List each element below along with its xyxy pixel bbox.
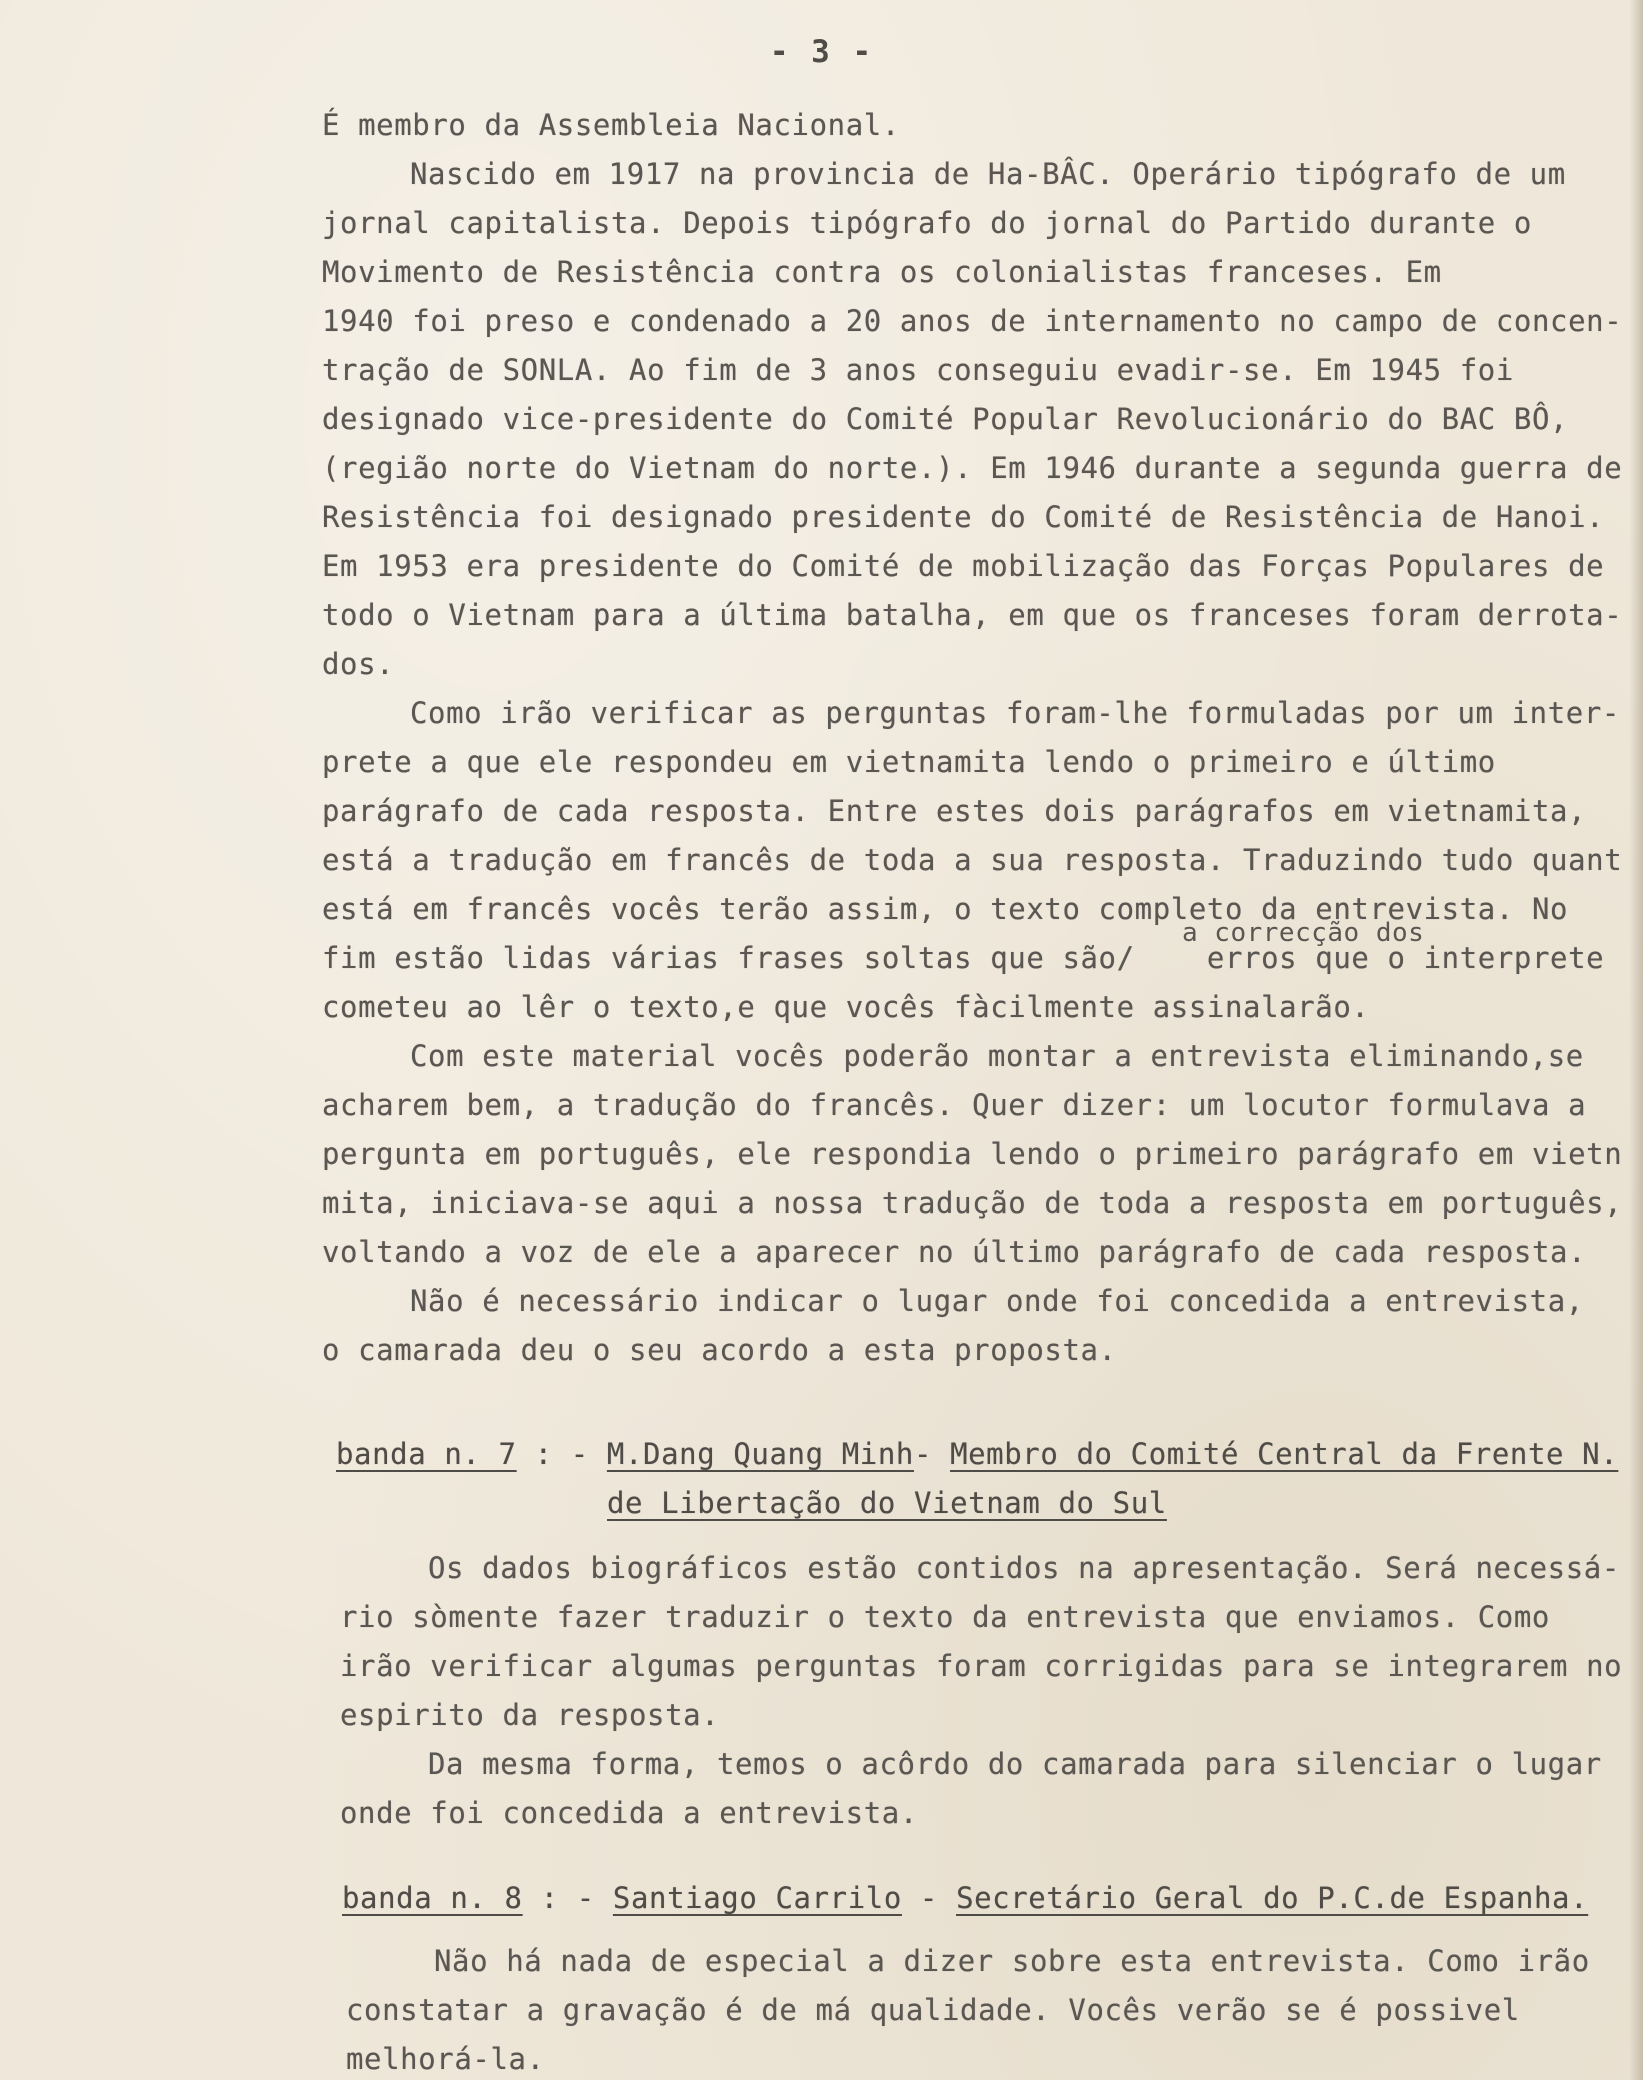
- text-line: tração de SONLA. Ao fim de 3 anos conseguiu evadir-se. Em 1945 foi: [322, 353, 1514, 387]
- text-line: Como irão verificar as perguntas foram-lhe formuladas por um inter-: [410, 696, 1620, 730]
- text-line: jornal capitalista. Depois tipógrafo do jornal do Partido durante o: [322, 206, 1532, 240]
- interlinear-insertion: a correcção dos: [1182, 918, 1425, 948]
- text-line: rio sòmente fazer traduzir o texto da entrevista que enviamos. Como: [340, 1600, 1550, 1634]
- text-line: constatar a gravação é de má qualidade. Vocês verão se é possivel: [346, 1993, 1520, 2027]
- band-7-role-line1: Membro do Comité Central da Frente N.: [950, 1437, 1619, 1471]
- text-line: onde foi concedida a entrevista.: [340, 1796, 918, 1830]
- text-line: está em francês vocês terão assim, o texto completo da entrevista. No: [322, 892, 1569, 926]
- text-line: acharem bem, a tradução do francês. Quer dizer: um locutor formulava a: [322, 1088, 1587, 1122]
- text-line: Da mesma forma, temos o acôrdo do camarada para silenciar o lugar: [428, 1747, 1602, 1781]
- text-line: Nascido em 1917 na provincia de Ha-BÂC. Operário tipógrafo de um: [410, 157, 1566, 191]
- band-8-role: Secretário Geral do P.C.de Espanha.: [956, 1881, 1589, 1915]
- text-line: está a tradução em francês de toda a sua resposta. Traduzindo tudo quant: [322, 843, 1623, 877]
- text-line: 1940 foi preso e condenado a 20 anos de internamento no campo de concen-: [322, 304, 1623, 338]
- text-line: melhorá-la.: [346, 2042, 545, 2076]
- text-line: cometeu ao lêr o texto,e que vocês fàcilmente assinalarão.: [322, 990, 1370, 1024]
- text-line: mita, iniciava-se aqui a nossa tradução de toda a resposta em português,: [322, 1186, 1623, 1220]
- band-7-heading: [336, 1430, 1618, 1479]
- text-line: voltando a voz de ele a aparecer no último parágrafo de cada resposta.: [322, 1235, 1587, 1269]
- band-7-label: banda n. 7: [336, 1437, 517, 1471]
- text-line: Resistência foi designado presidente do Comité de Resistência de Hanoi.: [322, 500, 1605, 534]
- band-7-role-line2: de Libertação do Vietnam do Sul: [607, 1486, 1167, 1520]
- text-line: espirito da resposta.: [340, 1698, 720, 1732]
- page-number: - 3 -: [769, 34, 874, 70]
- text-line: todo o Vietnam para a última batalha, em que os franceses foram derrota-: [322, 598, 1623, 632]
- band-7-dash: -: [913, 1437, 951, 1471]
- band-8-dash: -: [901, 1881, 957, 1915]
- text-line: designado vice-presidente do Comité Popular Revolucionário do BAC BÔ,: [322, 402, 1569, 436]
- biography-section: [322, 101, 1632, 1375]
- text-line: Com este material vocês poderão montar a entrevista eliminando,se: [410, 1039, 1584, 1073]
- band-8-separator: : -: [522, 1881, 613, 1915]
- text-line: Não há nada de especial a dizer sobre esta entrevista. Como irão: [434, 1944, 1590, 1978]
- band-7-name: M.Dang Quang Minh: [606, 1437, 914, 1471]
- band-7-separator: : -: [516, 1437, 607, 1471]
- text-line: irão verificar algumas perguntas foram corrigidas para se integrarem no: [340, 1649, 1623, 1683]
- band-8-heading: [342, 1874, 1588, 1923]
- text-line: Em 1953 era presidente do Comité de mobilização das Forças Populares de: [322, 549, 1605, 583]
- text-line: pergunta em português, ele respondia lendo o primeiro parágrafo em vietn: [322, 1137, 1623, 1171]
- text-line: (região norte do Vietnam do norte.). Em 1946 durante a segunda guerra de: [322, 451, 1623, 485]
- band-7-section: [340, 1544, 1630, 1838]
- band-8-label: banda n. 8: [342, 1881, 523, 1915]
- text-line: prete a que ele respondeu em vietnamita lendo o primeiro e último: [322, 745, 1496, 779]
- band-8-name: Santiago Carrilo: [612, 1881, 902, 1915]
- text-line: Não é necessário indicar o lugar onde foi concedida a entrevista,: [410, 1284, 1584, 1318]
- band-8-section: [346, 1937, 1626, 2080]
- text-line: fim estão lidas várias frases soltas que são/ erros que o interprete: [322, 941, 1605, 975]
- text-line: Movimento de Resistência contra os colonialistas franceses. Em: [322, 255, 1442, 289]
- text-line: o camarada deu o seu acordo a esta proposta.: [322, 1333, 1117, 1367]
- band-7-heading-continued: [607, 1479, 1167, 1528]
- text-line: parágrafo de cada resposta. Entre estes dois parágrafos em vietnamita,: [322, 794, 1587, 828]
- text-line: É membro da Assembleia Nacional.: [322, 108, 900, 142]
- text-line: Os dados biográficos estão contidos na apresentação. Será necessá-: [428, 1551, 1620, 1585]
- text-line: dos.: [322, 647, 395, 681]
